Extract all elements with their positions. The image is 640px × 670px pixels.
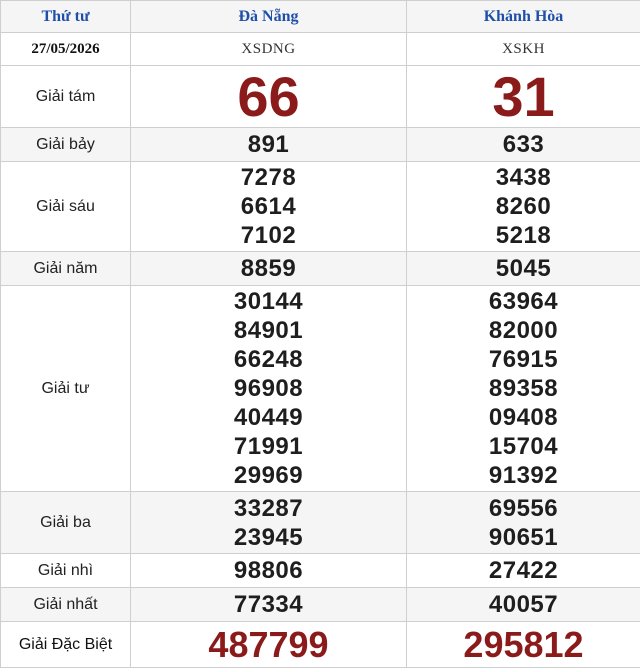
prize-number: 66 — [237, 64, 300, 128]
prize-cell-khanh-hoa — [407, 492, 640, 554]
prize-cell-da-nang — [131, 286, 407, 492]
prize-cell-da-nang — [131, 554, 407, 588]
prize-cell-da-nang — [131, 128, 407, 162]
prize-number: 3438 — [495, 164, 552, 191]
code-khanh-hoa: XSKH — [407, 33, 640, 66]
prize-number: 77334 — [233, 591, 304, 618]
prize-cell-khanh-hoa — [407, 128, 640, 162]
prize-label: Giải nhì — [1, 554, 131, 588]
draw-date: 27/05/2026 — [1, 33, 131, 66]
prize-number: 27422 — [488, 557, 559, 584]
prize-label: Giải Đặc Biệt — [1, 622, 131, 668]
prize-row-g8 — [1, 66, 640, 128]
prize-row-g6 — [1, 162, 640, 252]
prize-number: 633 — [502, 131, 545, 158]
special-prize-number: 295812 — [463, 623, 584, 665]
prize-number: 891 — [247, 131, 290, 158]
prize-label: Giải năm — [1, 252, 131, 286]
prize-number: 23945 — [233, 523, 304, 551]
prize-number: 5045 — [495, 255, 552, 282]
prize-label: Giải nhất — [1, 588, 131, 622]
prize-number: 6614 — [240, 193, 297, 220]
prize-number: 29969 — [233, 462, 304, 489]
prize-number: 7102 — [240, 222, 297, 249]
date-row — [1, 33, 640, 66]
prize-number: 96908 — [233, 375, 304, 402]
special-prize-number: 487799 — [208, 623, 329, 665]
prize-cell-da-nang — [131, 622, 407, 668]
prize-number: 69556 — [488, 494, 559, 522]
prize-cell-da-nang — [131, 252, 407, 286]
prize-row-g1 — [1, 588, 640, 622]
prize-row-g7 — [1, 128, 640, 162]
province-khanh-hoa-header[interactable]: Khánh Hòa — [407, 1, 640, 33]
prize-label: Giải sáu — [1, 162, 131, 252]
prize-cell-da-nang — [131, 162, 407, 252]
prize-number: 98806 — [233, 557, 304, 584]
prize-number: 31 — [492, 64, 555, 128]
prize-number: 33287 — [233, 494, 304, 522]
prize-number: 90651 — [488, 523, 559, 551]
prize-row-g5 — [1, 252, 640, 286]
province-da-nang-header[interactable]: Đà Nẵng — [131, 1, 407, 33]
prize-number: 63964 — [488, 288, 559, 315]
prize-number: 7278 — [240, 164, 297, 191]
prize-number: 30144 — [233, 288, 304, 315]
prize-number: 09408 — [488, 404, 559, 431]
prize-number: 82000 — [488, 317, 559, 344]
prize-number: 89358 — [488, 375, 559, 402]
prize-row-g3 — [1, 492, 640, 554]
prize-number: 76915 — [488, 346, 559, 373]
prize-cell-khanh-hoa — [407, 66, 640, 128]
header-row — [1, 1, 640, 33]
prize-label: Giải tư — [1, 286, 131, 492]
prize-cell-da-nang — [131, 66, 407, 128]
prize-number: 91392 — [488, 462, 559, 489]
prize-number: 15704 — [488, 433, 559, 460]
prize-cell-khanh-hoa — [407, 252, 640, 286]
prize-row-g2 — [1, 554, 640, 588]
prize-number: 66248 — [233, 346, 304, 373]
prize-cell-da-nang — [131, 588, 407, 622]
prize-number: 5218 — [495, 222, 552, 249]
prize-cell-khanh-hoa — [407, 588, 640, 622]
prize-number: 8859 — [240, 255, 297, 282]
prize-label: Giải ba — [1, 492, 131, 554]
prize-number: 8260 — [495, 193, 552, 220]
prize-number: 84901 — [233, 317, 304, 344]
prize-cell-khanh-hoa — [407, 622, 640, 668]
prize-cell-da-nang — [131, 492, 407, 554]
prize-number: 71991 — [233, 433, 304, 460]
prize-row-special — [1, 622, 640, 668]
prize-cell-khanh-hoa — [407, 554, 640, 588]
code-da-nang: XSDNG — [131, 33, 407, 66]
prize-number: 40449 — [233, 404, 304, 431]
prize-label: Giải bảy — [1, 128, 131, 162]
weekday-header: Thứ tư — [1, 1, 131, 33]
prize-label: Giải tám — [1, 66, 131, 128]
prize-number: 40057 — [488, 591, 559, 618]
prize-cell-khanh-hoa — [407, 162, 640, 252]
prize-cell-khanh-hoa — [407, 286, 640, 492]
prize-row-g4 — [1, 286, 640, 492]
